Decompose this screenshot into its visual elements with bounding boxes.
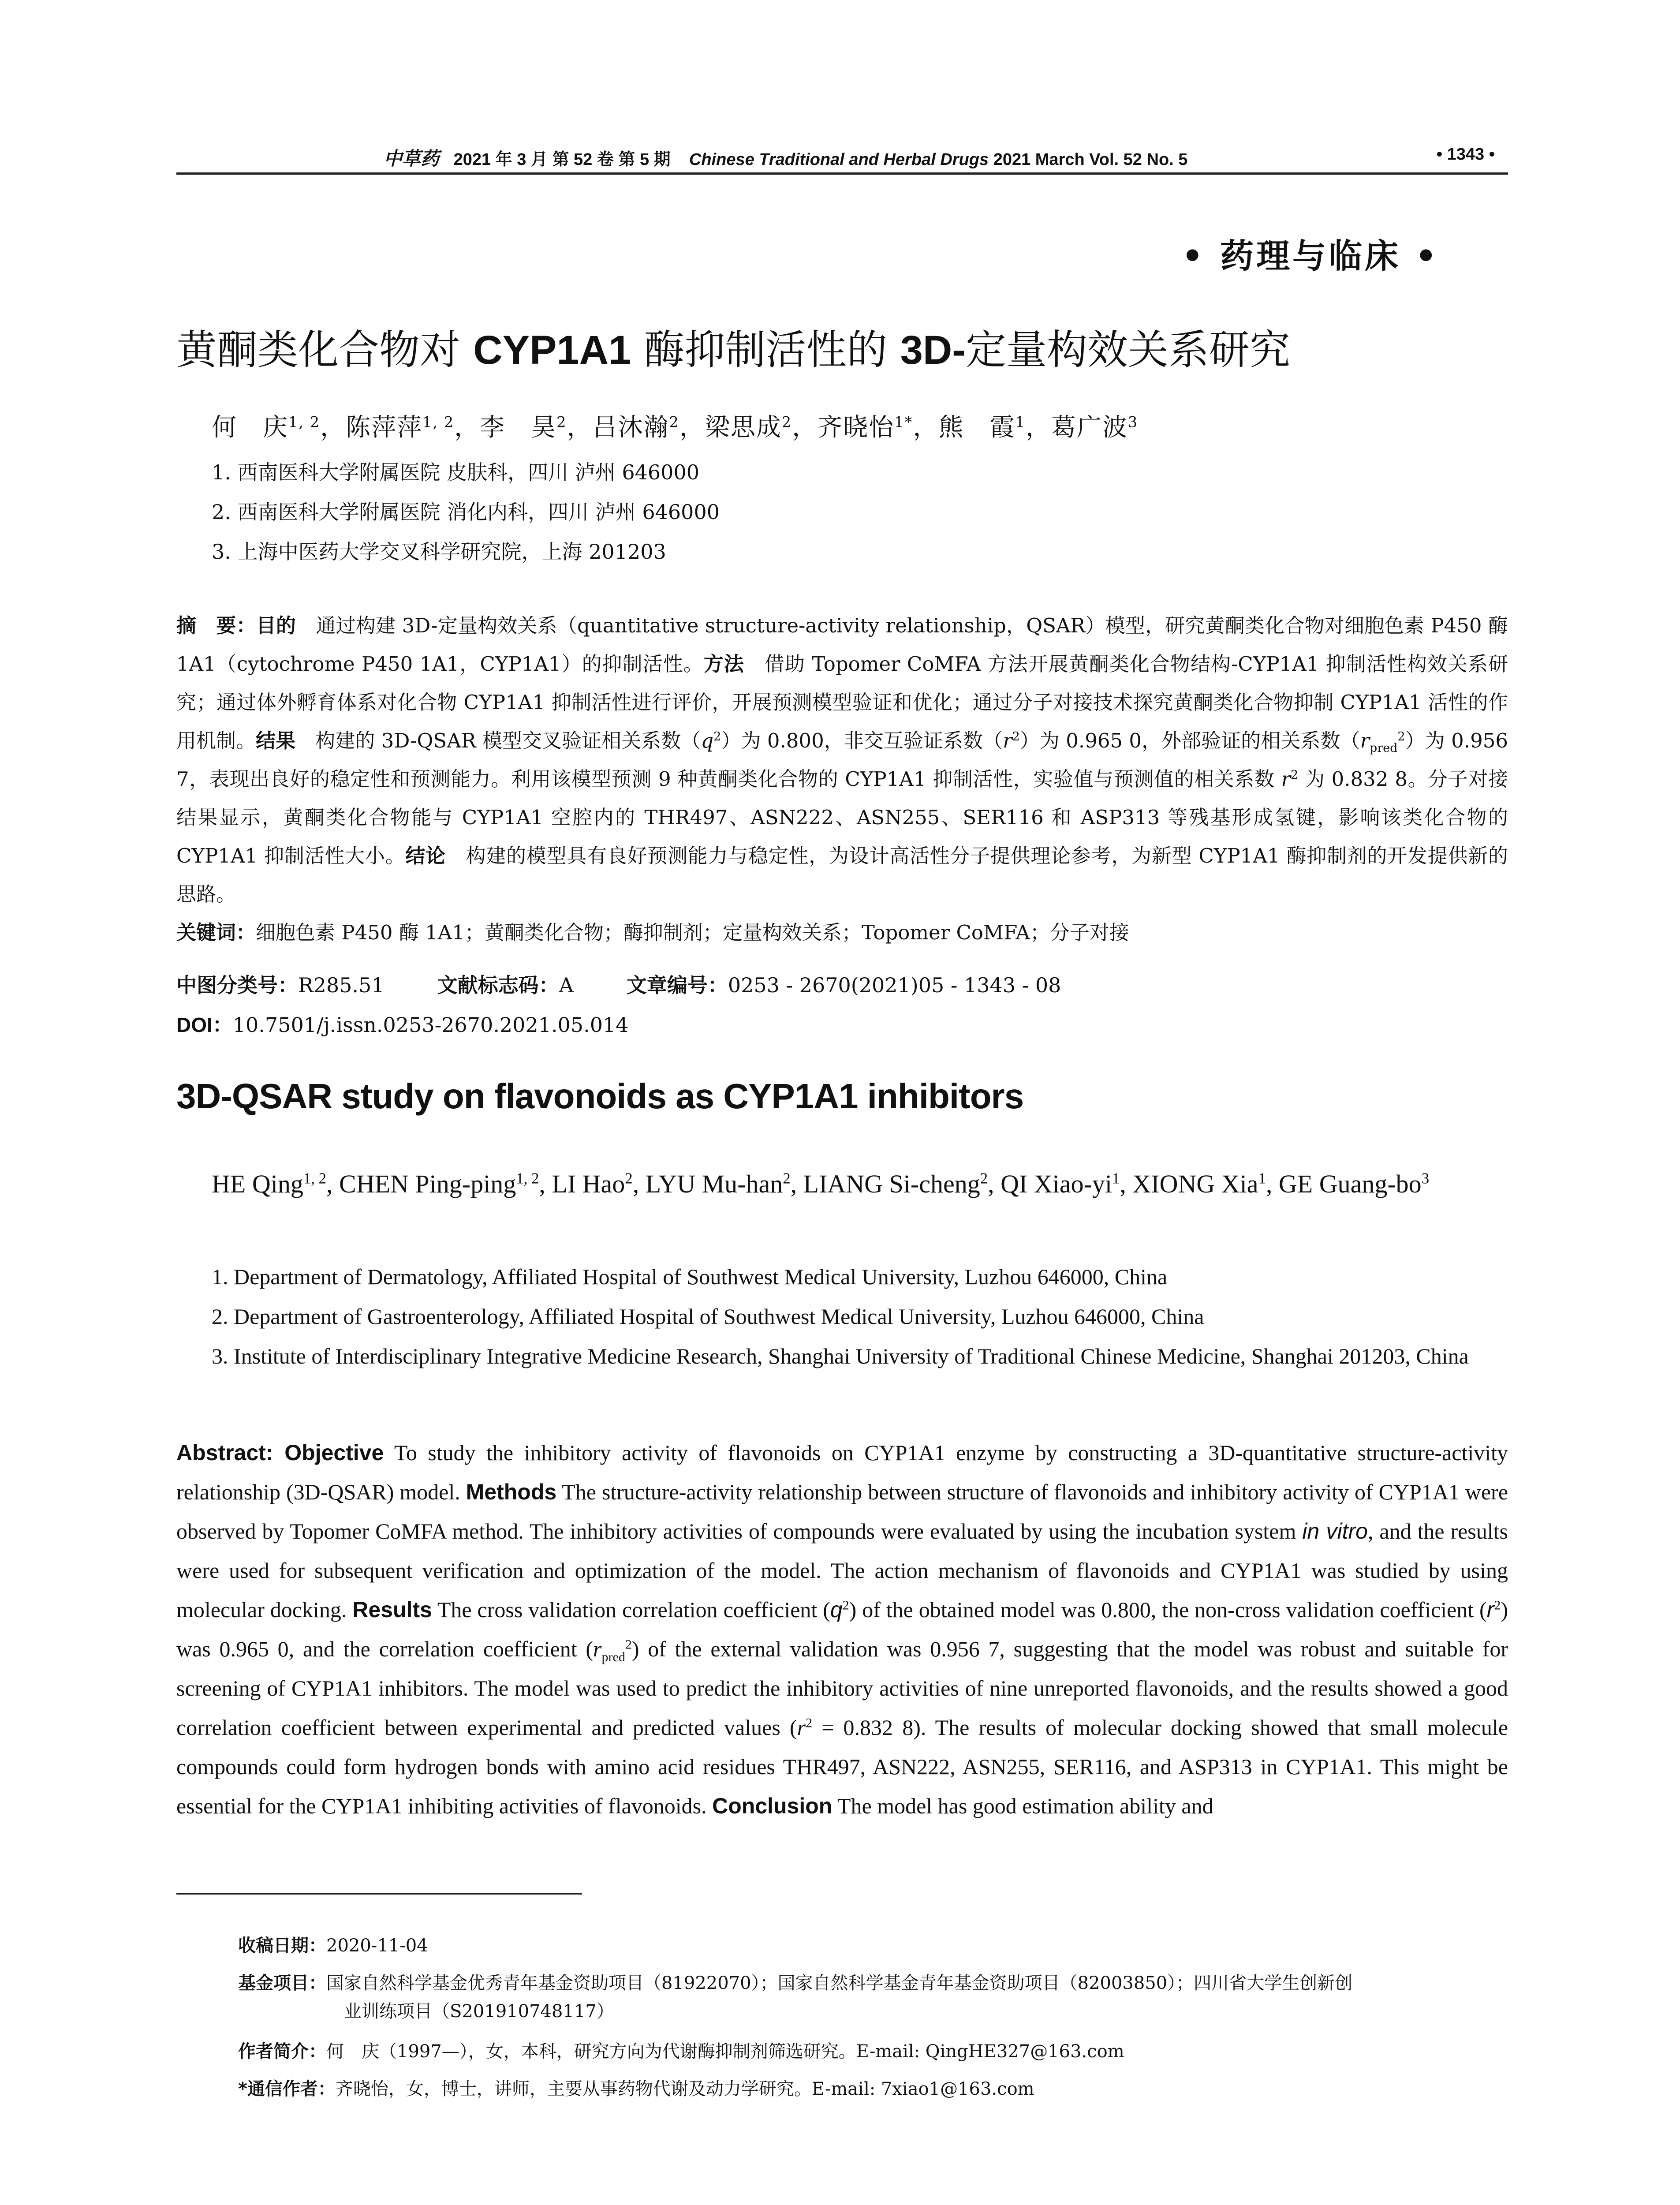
author-cn: 吕沐瀚 <box>592 413 669 442</box>
title-cn-bold1: CYP1A1 <box>473 328 631 373</box>
classification-line <box>176 969 1061 998</box>
symbol-q: q <box>701 729 714 752</box>
author-en: LYU Mu-han <box>645 1170 783 1198</box>
article-value: 0253 - 2670(2021)05 - 1343 - 08 <box>728 973 1061 997</box>
author-en-aff: 1 <box>1112 1170 1120 1187</box>
footnote-fund <box>238 1969 1508 2026</box>
abstract-en-results: ) was 0.965 0, and the correlation coefficient ( <box>176 1597 1508 1661</box>
symbol-r: r <box>1003 729 1012 752</box>
author-en: CHEN Ping-ping <box>339 1170 516 1198</box>
author-cn: 熊 霞 <box>938 413 1015 442</box>
author-cn-aff: 1 <box>1015 413 1026 431</box>
abstract-cn-conclusion-label: 结论 <box>405 844 446 867</box>
abstract-en-objective-label: Objective <box>284 1440 384 1465</box>
article-label: 文章编号： <box>626 973 728 997</box>
abstract-en-results: ) of the external validation was 0.956 7, suggesting that the model was robust and suitable for screening of CYP1A1 inhibitors. The model was used to predict the inhibitory activities of nine unreported flavonoids, and the results showed a good correlation coefficient between experimental and predicted values ( <box>176 1637 1508 1740</box>
abstract-en: Abstract: Objective To study the inhibitory activity of flavonoids on CYP1A1 enzyme by constructing a 3D-quantitative structure-activity relationship (3D-QSAR) model. Methods The structure-activity relationship between structure of flavonoids and inhibitory activity of CYP1A1 were observed by Topomer CoMFA method. The inhibitory activities of compounds were evaluated by using the incubation system in vitro, and the results were used for subsequent verification and optimization of the model. The action mechanism of flavonoids and CYP1A1 was studied by using molecular docking. Results The cross validation correlation coefficient $(q^2)$ of the obtained model was 0.800, the non-cross validation coefficient $(r^2)$ was 0.965 0, and the correlation coefficient $(r_{pred}^2)$ of the external validation was 0.956 7, suggesting that the model was robust and suitable for screening of CYP1A1 inhibitors. The model was used to predict the inhibitory activities of nine unreported flavonoids, and the results showed a good correlation coefficient between experimental and predicted values ($r^2 = 0.832$ 8). The results of molecular docking showed that small molecule compounds could form hydrogen bonds with amino acid residues THR497, ASN222, ASN255, SER116, and ASP313 in CYP1A1. This might be essential for the CYP1A1 inhibiting activities of flavonoids. Conclusion The model has good estimation ability and <box>176 1440 1508 1818</box>
symbol-r: r <box>1281 767 1291 791</box>
clc-label: 中图分类号： <box>176 973 298 997</box>
affiliation-en: 2. Department of Gastroenterology, Affiliated Hospital of Southwest Medical University, Luzhou 646000, China <box>212 1304 1204 1329</box>
author-cn-aff: 2 <box>781 413 792 431</box>
title-cn-bold2: 3D- <box>900 328 966 373</box>
footnote-received <box>238 1932 1508 1960</box>
affiliation-cn: 3. 上海中医药大学交叉科学研究院，上海 201203 <box>212 540 666 564</box>
author-en-aff: 2 <box>625 1170 633 1187</box>
fund-label: 基金项目： <box>238 1973 326 1993</box>
symbol-r: r <box>1486 1597 1494 1622</box>
affiliation-en: 1. Department of Dermatology, Affiliated Hospital of Southwest Medical University, Luzhou 646000, China <box>212 1264 1168 1289</box>
author-cn: 齐晓怡 <box>818 413 895 442</box>
corresponding-text: 齐晓怡，女，博士，讲师，主要从事药物代谢及动力学研究。E-mail: 7xiao1@163.com <box>335 2079 1034 2099</box>
doccode-value: A <box>559 973 574 997</box>
received-label: 收稿日期： <box>238 1936 326 1956</box>
header-journal-info <box>384 144 1187 171</box>
issue-en: 2021 March Vol. 52 No. 5 <box>993 150 1188 169</box>
received-date: 2020-11-04 <box>326 1936 428 1956</box>
section-label: • 药理与临床 • <box>1182 236 1440 276</box>
author-en-aff: 2 <box>783 1170 791 1187</box>
abstract-en-methods: , and the results were used for subsequent verification and optimization of the model. The action mechanism of flavonoids and CYP1A1 was studied by using molecular docking. <box>176 1519 1508 1622</box>
author-en-aff: 2 <box>980 1170 988 1187</box>
footnote-bio <box>238 2037 1508 2066</box>
fund-text: 国家自然科学基金优秀青年基金资助项目（81922070）；国家自然科学基金青年基金资助项目（82003850）；四川省大学生创新创 <box>326 1973 1353 1993</box>
fund-text-cont: 业训练项目（S201910748117） <box>344 2001 614 2022</box>
abstract-cn-conclusion: 构建的模型具有良好预测能力与稳定性，为设计高活性分子提供理论参考，为新型 CYP1A1 酶抑制剂的开发提供新的思路。 <box>176 844 1508 906</box>
affiliation-cn: 2. 西南医科大学附属医院 消化内科，四川 泸州 646000 <box>212 500 720 524</box>
author-en-aff: 1, 2 <box>303 1170 327 1187</box>
doi-value: 10.7501/j.issn.0253-2670.2021.05.014 <box>232 1013 629 1037</box>
abstract-en-conclusion: The model has good estimation ability and <box>832 1794 1213 1818</box>
title-cn-part2: 酶抑制活性的 <box>631 326 900 374</box>
title-cn-part1: 黄酮类化合物对 <box>176 326 474 374</box>
abstract-en-results: = 0.832 8). The results of molecular docking showed that small molecule compounds could form hydrogen bonds with amino acid residues THR497, ASN222, ASN255, SER116, and ASP313 in CYP1A1. This might be essential for the CYP1A1 inhibiting activities of flavonoids. <box>176 1715 1508 1818</box>
journal-name-en: Chinese Traditional and Herbal Drugs <box>689 150 989 169</box>
abstract-cn-methods-label: 方法 <box>703 652 744 676</box>
abstract-en-objective: To study the inhibitory activity of flavonoids on CYP1A1 enzyme by constructing a 3D-quantitative structure-activity relationship (3D-QSAR) model. <box>176 1440 1508 1504</box>
affiliation-en: 3. Institute of Interdisciplinary Integrative Medicine Research, Shanghai University of Traditional Chinese Medicine, Shanghai 201203, China <box>212 1344 1469 1368</box>
abstract-cn-results: ）为 0.965 0，外部验证的相关系数（ <box>1019 729 1360 752</box>
abstract-cn-results: 为 0.832 8。分子对接结果显示，黄酮类化合物能与 CYP1A1 空腔内的 THR497、ASN222、ASN255、SER116 和 ASP313 等残基形成氢键，影响该类化合物的 CYP1A1 抑制活性大小。 <box>176 767 1508 867</box>
symbol-q: q <box>830 1597 843 1622</box>
symbol-rpred-sub: pred <box>601 1650 625 1664</box>
abstract-en-methods-label: Methods <box>466 1480 557 1504</box>
abstract-cn-results: ）为 0.956 7，表现出良好的稳定性和预测能力。利用该模型预测 9 种黄酮类化合物的 CYP1A1 抑制活性，实验值与预测值的相关系数 <box>176 729 1508 791</box>
author-cn: 葛广波 <box>1051 413 1128 442</box>
journal-name-cn: 中草药 <box>384 148 440 169</box>
bio-label: 作者简介： <box>238 2041 326 2062</box>
title-cn <box>176 318 1290 376</box>
keywords-cn-label: 关键词： <box>176 921 256 944</box>
author-cn-aff: 3 <box>1127 413 1139 431</box>
title-en: 3D-QSAR study on flavonoids as CYP1A1 inhibitors <box>176 1076 1024 1116</box>
abstract-en-results-label: Results <box>352 1597 432 1622</box>
symbol-rpred-sub: pred <box>1370 741 1398 755</box>
author-en: LI Hao <box>552 1170 625 1198</box>
abstract-cn-results-label: 结果 <box>256 729 296 752</box>
author-cn-aff: 2 <box>669 413 679 431</box>
author-cn: 李 昊 <box>480 413 557 442</box>
page-number: • 1343 • <box>1436 145 1495 164</box>
author-cn: 陈萍萍 <box>346 413 423 442</box>
abstract-cn: 摘 要：目的 通过构建 3D-定量构效关系（quantitative structure-activity relationship，QSAR）模型，研究黄酮类化合物对细胞色素 P450 酶 1A1（cytochrome P450 1A1，CYP1A1）的抑制活性。方法 借助 Topomer CoMFA 方法开展黄酮类化合物结构-CYP1A1 抑制活性构效关系研究；通过体外孵育体系对化合物 CYP1A1 抑制活性进行评价，开展预测模型验证和优化；通过分子对接技术探究黄酮类化合物抑制 CYP1A1 活性的作用机制。结果 构建的 3D-QSAR 模型交叉验证相关系数$(q^2)$为 0.800，非交互验证系数$(r^2)$为 0.965 0，外部验证的相关系数$(r_{pred}^2)$为 0.956 7，表现出良好的稳定性和预测能力。利用该模型预测 9 种黄酮类化合物的 CYP1A1 抑制活性，实验值与预测值的相关系数 $r^2$ 为 0.832 8。分子对接结果显示，黄酮类化合物能与 CYP1A1 空腔内的 THR497、ASN222、ASN255、SER116 和 ASP313 等残基形成氢键，影响该类化合物的 CYP1A1 抑制活性大小。结论 构建的模型具有良好预测能力与稳定性，为设计高活性分子提供理论参考，为新型 CYP1A1 酶抑制剂的开发提供新的思路。 关键词：细胞色素 P450 酶 1A1；黄酮类化合物；酶抑制剂；定量构效关系；Topomer CoMFA；分子对接 <box>176 614 1508 944</box>
issue-cn: 2021 年 3 月 第 52 卷 第 5 期 <box>453 150 671 169</box>
author-cn-aff: 1, 2 <box>422 413 455 431</box>
author-cn: 梁思成 <box>705 413 782 442</box>
abstract-en-label: Abstract: <box>176 1440 285 1465</box>
doi-line <box>176 1009 629 1038</box>
authors-en: HE Qing$^{1, 2}$, CHEN Ping-ping$^{1, 2}$, LI Hao$^2$, LYU Mu-han$^2$, LIANG Si-cheng$^2$, QI Xiao-$yi^1$, XIONG Xia$^1$, GE Guang-$bo^3$ <box>212 1170 1430 1198</box>
author-en: XIONG Xia <box>1132 1170 1258 1198</box>
author-cn-aff: 1, 2 <box>288 413 321 431</box>
author-en-aff: 1, 2 <box>516 1170 539 1187</box>
in-vitro-term: in vitro <box>1302 1519 1368 1544</box>
doccode-label: 文献标志码： <box>437 973 559 997</box>
symbol-rpred: r <box>1360 729 1370 752</box>
doi-label: DOI： <box>176 1013 233 1036</box>
running-header <box>176 139 1508 175</box>
title-cn-part3: 定量构效关系研究 <box>965 326 1290 374</box>
author-en-aff: 1 <box>1258 1170 1266 1187</box>
abstract-cn-objective-label: 目的 <box>256 614 296 637</box>
authors-cn: 何 庆$^{1, 2}$，陈萍萍$^{1, 2}$，李 昊$^2$，吕沐瀚$^2$，梁思成$^2$，齐晓怡$^{1*}$，熊 霞$^1$，葛广波$^3$ <box>212 413 1139 442</box>
author-en: LIANG Si-cheng <box>803 1170 980 1198</box>
author-cn-aff: 2 <box>556 413 567 431</box>
affiliation-cn: 1. 西南医科大学附属医院 皮肤科，四川 泸州 646000 <box>212 460 699 484</box>
abstract-en-methods: The structure-activity relationship between structure of flavonoids and inhibitory activity of CYP1A1 were observed by Topomer CoMFA method. The inhibitory activities of compounds were evaluated by using the incubation system <box>176 1480 1508 1544</box>
abstract-en-results: ) of the obtained model was 0.800, the non-cross validation coefficient ( <box>849 1597 1487 1622</box>
abstract-cn-methods: 借助 Topomer CoMFA 方法开展黄酮类化合物结构-CYP1A1 抑制活性构效关系研究；通过体外孵育体系对化合物 CYP1A1 抑制活性进行评价，开展预测模型验证和优化；通过分子对接技术探究黄酮类化合物抑制 CYP1A1 活性的作用机制。 <box>176 652 1508 752</box>
author-cn: 何 庆 <box>212 413 288 442</box>
footnote-corresponding <box>238 2075 1508 2103</box>
symbol-rpred: r <box>593 1637 602 1661</box>
abstract-cn-label: 摘 要： <box>176 614 256 637</box>
author-cn-aff: 1* <box>894 413 913 431</box>
abstract-cn-results: ）为 0.800，非交互验证系数（ <box>721 729 1003 752</box>
symbol-r: r <box>797 1715 806 1740</box>
abstract-en-conclusion-label: Conclusion <box>712 1794 833 1818</box>
abstract-en-results: The cross validation correlation coefficient ( <box>432 1597 830 1622</box>
clc-value: R285.51 <box>298 973 385 997</box>
abstract-cn-results: 构建的 3D-QSAR 模型交叉验证相关系数（ <box>295 729 701 752</box>
corresponding-label: *通信作者： <box>238 2079 336 2099</box>
author-en: HE Qing <box>212 1170 303 1198</box>
author-en: GE Guang-bo <box>1278 1170 1422 1198</box>
abstract-cn-objective: 通过构建 3D-定量构效关系（quantitative structure-activity relationship，QSAR）模型，研究黄酮类化合物对细胞色素 P450 酶 1A1（cytochrome P450 1A1，CYP1A1）的抑制活性。 <box>176 614 1508 676</box>
keywords-cn: 细胞色素 P450 酶 1A1；黄酮类化合物；酶抑制剂；定量构效关系；Topomer CoMFA；分子对接 <box>256 921 1129 944</box>
footnote-rule <box>176 1893 582 1895</box>
author-en: QI Xiao-yi <box>1001 1170 1112 1198</box>
bio-text: 何 庆（1997—），女，本科，研究方向为代谢酶抑制剂筛选研究。E-mail: QingHE327@163.com <box>326 2041 1124 2062</box>
author-en-aff: 3 <box>1421 1170 1430 1187</box>
